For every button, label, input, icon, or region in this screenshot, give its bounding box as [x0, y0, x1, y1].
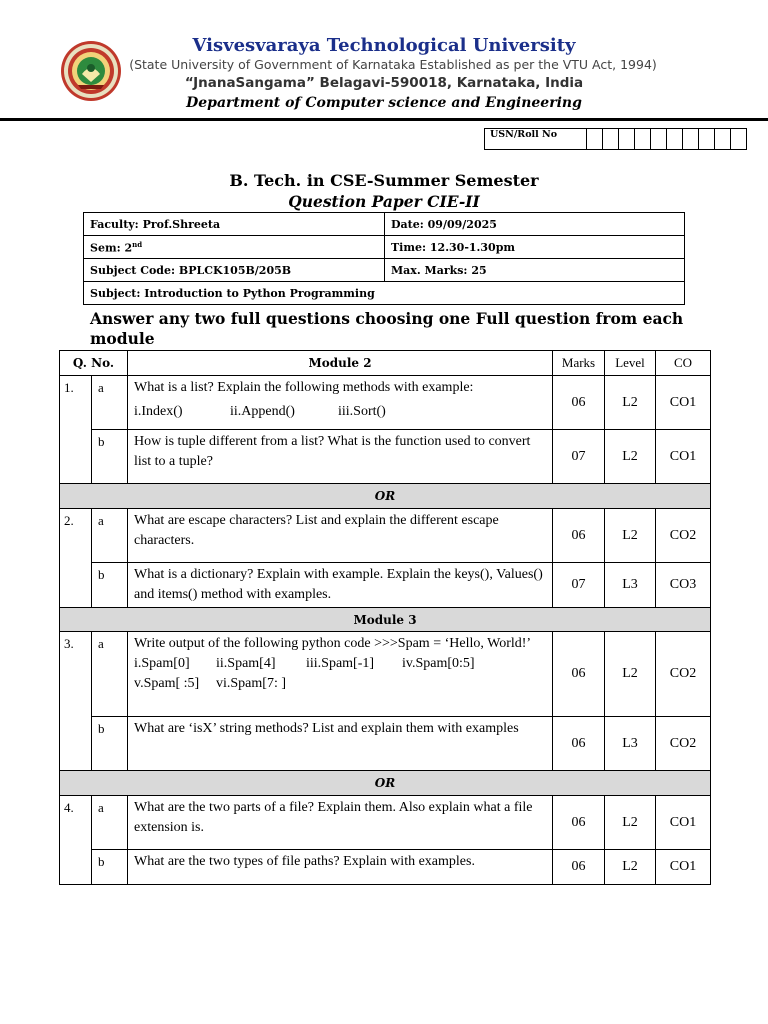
level-value: L2 [605, 430, 656, 484]
question-option: ii.Spam[4] [216, 656, 276, 671]
qno-header: Q. No. [60, 351, 128, 376]
question-options [134, 654, 547, 674]
table-row [60, 509, 711, 563]
question-text: How is tuple different from a list? What is the function used to convert list to a tuple? [128, 430, 553, 484]
co-value: CO2 [656, 717, 711, 771]
sub-question-label: a [92, 509, 128, 563]
usn-digit-box[interactable] [619, 129, 635, 150]
question-text: What are ‘isX’ string methods? List and explain them with examples [128, 717, 553, 771]
question-option: iv.Spam[0:5] [402, 656, 475, 671]
marks-value: 06 [553, 796, 605, 850]
question-option: vi.Spam[7: ] [216, 676, 286, 691]
table-row [60, 430, 711, 484]
instructions: Answer any two full questions choosing one Full question from each module [90, 309, 684, 348]
usn-digit-box[interactable] [635, 129, 651, 150]
marks-value: 06 [553, 376, 605, 430]
usn-digit-box[interactable] [731, 129, 747, 150]
level-value: L3 [605, 717, 656, 771]
usn-roll-box [484, 128, 747, 150]
max-marks-cell: Max. Marks: 25 [385, 259, 685, 282]
question-option: i.Index() [134, 404, 183, 419]
question-option: iii.Sort() [338, 404, 386, 419]
co-value: CO2 [656, 632, 711, 717]
table-row [60, 563, 711, 608]
question-option: v.Spam[ :5] [134, 676, 200, 691]
sub-question-label: a [92, 796, 128, 850]
or-row [60, 484, 711, 509]
table-row [60, 850, 711, 885]
marks-header: Marks [553, 351, 605, 376]
usn-digit-box[interactable] [683, 129, 699, 150]
date-cell: Date: 09/09/2025 [385, 213, 685, 236]
co-value: CO2 [656, 509, 711, 563]
subject-cell: Subject: Introduction to Python Programming [84, 282, 685, 305]
usn-digit-box[interactable] [587, 129, 603, 150]
level-header: Level [605, 351, 656, 376]
module2-header: Module 2 [128, 351, 553, 376]
semester-text: Sem: 2 [90, 241, 133, 255]
usn-digit-box[interactable] [715, 129, 731, 150]
usn-digit-box[interactable] [651, 129, 667, 150]
questions-table [59, 350, 711, 885]
co-value: CO1 [656, 430, 711, 484]
header-divider [0, 118, 768, 121]
sub-question-label: b [92, 430, 128, 484]
module3-header: Module 3 [60, 608, 711, 632]
question-options [134, 674, 547, 694]
sub-question-label: b [92, 717, 128, 771]
question-text [128, 632, 553, 717]
table-row [60, 376, 711, 430]
university-address: “JnanaSangama” Belagavi-590018, Karnataka, India [184, 75, 584, 91]
university-subtitle: (State University of Government of Karnataka Established as per the VTU Act, 1994) [129, 57, 657, 72]
time-cell: Time: 12.30-1.30pm [385, 236, 685, 259]
question-option: iii.Spam[-1] [306, 656, 375, 671]
question-text: What are escape characters? List and explain the different escape characters. [128, 509, 553, 563]
table-header-row [60, 351, 711, 376]
module3-row [60, 608, 711, 632]
semester-suffix: nd [132, 239, 143, 249]
question-number: 3. [60, 632, 92, 771]
co-value: CO3 [656, 563, 711, 608]
table-row [60, 796, 711, 850]
co-value: CO1 [656, 850, 711, 885]
marks-value: 06 [553, 850, 605, 885]
marks-value: 07 [553, 430, 605, 484]
department-name: Department of Computer science and Engineering [186, 95, 582, 111]
sub-question-label: a [92, 376, 128, 430]
paper-title: Question Paper CIE-II [288, 192, 480, 211]
question-text: What is a dictionary? Explain with example. Explain the keys(), Values() and items() method with examples. [128, 563, 553, 608]
marks-value: 07 [553, 563, 605, 608]
exam-info-table [83, 212, 685, 305]
question-text-line: What is a list? Explain the following methods with example: [134, 380, 474, 395]
subject-code-cell: Subject Code: BPLCK105B/205B [84, 259, 385, 282]
faculty-cell: Faculty: Prof.Shreeta [84, 213, 385, 236]
exam-title: B. Tech. in CSE-Summer Semester [229, 171, 539, 190]
marks-value: 06 [553, 509, 605, 563]
question-number: 1. [60, 376, 92, 484]
usn-digit-box[interactable] [699, 129, 715, 150]
level-value: L2 [605, 796, 656, 850]
question-text [128, 376, 553, 430]
co-header: CO [656, 351, 711, 376]
usn-digit-box[interactable] [667, 129, 683, 150]
or-label: OR [60, 771, 711, 796]
question-option: i.Spam[0] [134, 656, 190, 671]
sub-question-label: a [92, 632, 128, 717]
sub-question-label: b [92, 850, 128, 885]
level-value: L2 [605, 850, 656, 885]
question-number: 4. [60, 796, 92, 885]
level-value: L2 [605, 376, 656, 430]
question-text: What are the two parts of a file? Explain them. Also explain what a file extension is. [128, 796, 553, 850]
marks-value: 06 [553, 632, 605, 717]
usn-digit-box[interactable] [603, 129, 619, 150]
usn-label: USN/Roll No [485, 129, 587, 150]
or-row [60, 771, 711, 796]
co-value: CO1 [656, 796, 711, 850]
question-option: ii.Append() [230, 404, 295, 419]
table-row [60, 717, 711, 771]
level-value: L2 [605, 632, 656, 717]
marks-value: 06 [553, 717, 605, 771]
co-value: CO1 [656, 376, 711, 430]
question-options [134, 402, 547, 422]
question-number: 2. [60, 509, 92, 608]
level-value: L2 [605, 509, 656, 563]
university-name: Visvesvaraya Technological University [192, 35, 576, 56]
sub-question-label: b [92, 563, 128, 608]
semester-cell [84, 236, 385, 259]
table-row [60, 632, 711, 717]
level-value: L3 [605, 563, 656, 608]
or-label: OR [60, 484, 711, 509]
question-text: What are the two types of file paths? Explain with examples. [128, 850, 553, 885]
question-text-line: Write output of the following python code >>>Spam = ‘Hello, World!’ [134, 636, 532, 651]
